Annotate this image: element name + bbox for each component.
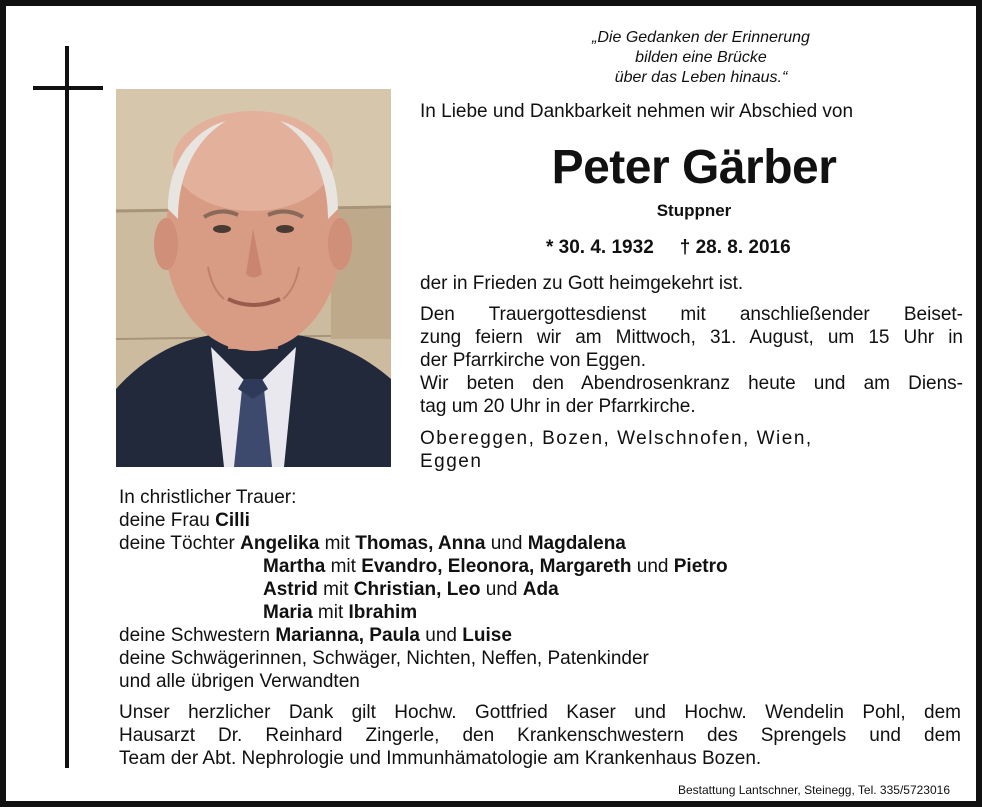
mourner-name: Luise	[462, 625, 512, 646]
text-line: Team der Abt. Nephrologie und Immunhämatologie am Krankenhaus Bozen.	[119, 748, 762, 769]
mourner-name: Ibrahim	[348, 602, 418, 623]
death-date: † 28. 8. 2016	[679, 237, 791, 258]
mourner-name: Martha	[263, 556, 326, 577]
mourner-name: Christian, Leo	[353, 579, 481, 600]
mourner-name: Pietro	[673, 556, 728, 577]
text-line: tag um 20 Uhr in der Pfarrkirche.	[420, 396, 696, 417]
list-item	[119, 601, 728, 624]
mourner-name: Cilli	[215, 510, 250, 531]
text-line: der Pfarrkirche von Eggen.	[420, 350, 647, 371]
list-item	[119, 555, 728, 578]
cross-icon-bar	[33, 86, 103, 90]
list-item	[119, 624, 728, 647]
memorial-quote	[526, 28, 876, 88]
deceased-nickname: Stuppner	[656, 201, 732, 220]
connector: und	[480, 579, 523, 600]
text-line: Eggen	[420, 451, 483, 472]
mourner-name: Astrid	[263, 579, 318, 600]
peace-statement	[420, 272, 963, 295]
mourner-name: Evandro, Eleonora, Margareth	[361, 556, 632, 577]
text-line: Obereggen, Bozen, Welschnofen, Wien,	[420, 428, 813, 449]
text-line: Wir beten den Abendrosenkranz heute und am Diens-	[420, 373, 963, 394]
relation-label: deine Töchter	[119, 533, 241, 554]
connector: mit	[317, 579, 354, 600]
places-list	[420, 427, 963, 473]
list-item: deine Schwägerinnen, Schwäger, Nichten, Neffen, Patenkinder	[119, 648, 649, 669]
funeral-home-credit: Bestattung Lantschner, Steinegg, Tel. 335/5723016	[678, 783, 950, 797]
list-item	[119, 509, 728, 532]
acknowledgement	[119, 701, 961, 770]
quote-line: über das Leben hinaus.“	[614, 69, 788, 86]
text-line: Unser herzlicher Dank gilt Hochw. Gottfried Kaser und Hochw. Wendelin Pohl, dem	[119, 702, 961, 723]
mourner-name: Maria	[263, 602, 313, 623]
connector: mit	[312, 602, 349, 623]
relation-label: deine Schwestern	[119, 625, 276, 646]
mourner-name: Thomas, Anna	[355, 533, 486, 554]
portrait-photo	[116, 89, 391, 467]
connector: und	[631, 556, 674, 577]
text-line: Hausarzt Dr. Reinhard Zingerle, den Krankenschwestern des Sprengels und dem	[119, 725, 961, 746]
quote-line: „Die Gedanken der Erinnerung	[592, 29, 810, 46]
connector: und	[420, 625, 463, 646]
life-dates	[546, 236, 791, 260]
connector: und	[485, 533, 528, 554]
mourners-list	[119, 486, 728, 693]
birth-date: * 30. 4. 1932	[546, 237, 654, 258]
cross-icon	[65, 46, 69, 768]
text-line: Den Trauergottesdienst mit anschließender Beiset-	[420, 304, 963, 325]
deceased-name: Peter Gärber	[551, 141, 837, 194]
list-item	[119, 578, 728, 601]
mourners-heading: In christlicher Trauer:	[119, 487, 297, 508]
text-line: zung feiern wir am Mittwoch, 31. August, um 15 Uhr in	[420, 327, 963, 348]
text-line: der in Frieden zu Gott heimgekehrt ist.	[420, 273, 744, 294]
mourner-name: Angelika	[240, 533, 320, 554]
connector: mit	[319, 533, 356, 554]
list-item	[119, 532, 728, 555]
mourner-name: Marianna, Paula	[275, 625, 420, 646]
list-item: und alle übrigen Verwandten	[119, 671, 360, 692]
farewell-intro: In Liebe und Dankbarkeit nehmen wir Abschied von	[420, 101, 854, 122]
quote-line: bilden eine Brücke	[635, 49, 767, 66]
relation-label: deine Frau	[119, 510, 216, 531]
service-notice	[420, 303, 963, 418]
mourner-name: Magdalena	[527, 533, 626, 554]
mourner-name: Ada	[522, 579, 559, 600]
connector: mit	[325, 556, 362, 577]
